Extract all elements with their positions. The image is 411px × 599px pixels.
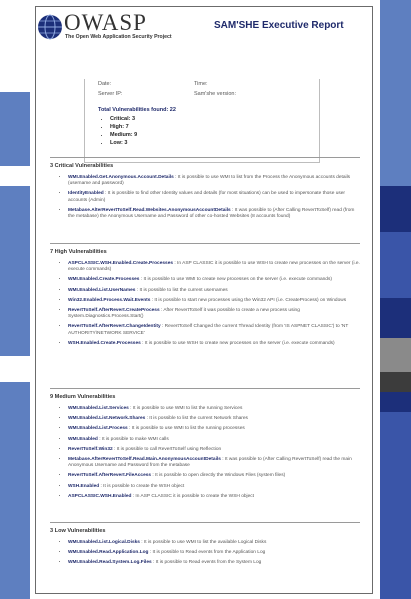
owasp-logo-text: OWASP <box>64 10 147 35</box>
count-low: • Low: 3 <box>110 139 176 147</box>
vulnerability-name: WMI.Enabled.List.Services <box>68 406 129 411</box>
vulnerability-list <box>50 406 362 500</box>
vulnerability-name: WMI.Enabled.Get.Anonymous.Account.Details <box>68 175 174 180</box>
vulnerability-name: WMI.Enabled <box>68 436 98 442</box>
vulnerability-description: : It is possible to create the WSH object <box>99 483 185 489</box>
vulnerability-name: WMI.Enabled.List.UserNames <box>68 287 136 293</box>
vulnerability-item <box>68 457 362 469</box>
vulnerability-list <box>50 175 362 220</box>
vulnerability-name: RevertToSelf.AfterRevert.CreateProcess <box>68 308 160 314</box>
report-title: SAM'SHE Executive Report <box>214 20 344 31</box>
report-page <box>30 0 380 599</box>
vulnerability-item <box>68 426 362 432</box>
vulnerability-name: IdentityEnabled <box>68 191 104 197</box>
count-medium: • Medium: 9 <box>110 131 176 139</box>
vulnerability-name: Win32.Enabled.Process.Wait.Events <box>68 297 151 303</box>
low-section <box>50 526 362 571</box>
vulnerability-name: Metabase.AlterRevertToSelf.Read.Websites.AnonymousAccountDetails <box>68 207 231 213</box>
vulnerability-name: WSH.Enabled <box>68 483 100 489</box>
high-section <box>50 247 362 351</box>
right-decorative-band <box>380 0 411 599</box>
vulnerability-description: : It is possible to make WMI calls <box>97 436 169 442</box>
vulnerability-item <box>68 550 362 556</box>
vulnerability-name: ASPCLASSIC.WSH.Enabled <box>68 493 132 499</box>
medium-section <box>50 392 362 504</box>
vulnerability-name: RevertToSelf.Win32 <box>68 446 113 452</box>
left-decorative-band <box>0 0 30 599</box>
vulnerability-item <box>68 437 362 443</box>
vulnerability-item <box>68 288 362 294</box>
report-header <box>36 7 372 49</box>
vulnerability-description: : It is possible to use WMI to list the running Services <box>128 406 243 411</box>
vulnerability-item <box>68 175 362 187</box>
vulnerability-description: : It is possible to use WMI to list from the Process the Anonymous accounts details (username and password) <box>68 175 351 187</box>
vulnerability-name: WMI.Enabled.Read.System.Log.Files <box>68 560 152 566</box>
vulnerability-description: : It is possible to open directly the Windows Files (system files) <box>151 473 286 479</box>
section-title: 3 Low Vulnerabilities <box>50 528 106 534</box>
vulnerability-name: WSH.Enabled.Create.Processes <box>68 340 141 346</box>
report-frame <box>35 6 373 594</box>
vulnerability-item <box>68 191 362 203</box>
owasp-tagline: The Open Web Application Security Project <box>65 34 172 40</box>
total-vulnerabilities: Total Vulnerabilities found: 22 <box>98 107 176 113</box>
section-title: 9 Medium Vulnerabilities <box>50 394 116 400</box>
vulnerability-name: RevertToSelf.AfterRevert.ChangeIdentity <box>68 324 161 330</box>
vulnerability-list <box>50 261 362 347</box>
vulnerability-description: : It is possible to use WMI to list the available Logical Disks <box>139 540 267 545</box>
vulnerability-description: : It was possible to (After Calling RevertToSelf) read the main Anonymous Username and Password from the metabase <box>68 457 352 469</box>
server-label: Server IP: <box>98 91 123 97</box>
vulnerability-description: : It is possible to list the current usernames <box>135 287 228 293</box>
vulnerability-item <box>68 473 362 479</box>
vulnerability-name: WMI.Enabled.List.Logical.Disks <box>68 540 140 545</box>
owasp-globe-icon <box>36 13 64 41</box>
vulnerability-item <box>68 560 362 566</box>
vulnerability-description: : It is possible to start new processes using the Win32 API (i.e. CreateProcess) on Windows <box>150 297 347 303</box>
date-label: Date: <box>98 81 112 87</box>
vulnerability-description: : It is possible to use WSH to create new processes on the server (i.e. execute commands) <box>140 340 335 346</box>
vulnerability-item <box>68 308 362 320</box>
vulnerability-description: : It is possible to use WMI to list the running processes <box>127 426 245 432</box>
vulnerability-name: WMI.Enabled.Create.Processes <box>68 277 140 283</box>
critical-section <box>50 161 362 224</box>
section-title: 7 High Vulnerabilities <box>50 249 107 255</box>
vulnerability-description: : It is possible to Read events from the System Log <box>151 560 262 566</box>
vulnerability-item <box>68 341 362 347</box>
vulnerability-name: ASPCLASSIC.WSH.Enabled.Create.Processes <box>68 261 174 266</box>
vulnerability-item <box>68 540 362 546</box>
divider <box>50 243 360 244</box>
vulnerability-item <box>68 447 362 453</box>
count-high: • High: 7 <box>110 123 176 131</box>
vulnerability-description: : In ASP CLASSIC it is possible to create the WSH object <box>131 493 254 499</box>
vulnerability-description: : It is possible to call RevertToSelf using Reflection <box>112 446 222 452</box>
divider <box>50 388 360 389</box>
vulnerability-item <box>68 484 362 490</box>
vulnerability-item <box>68 298 362 304</box>
vulnerability-description: : It is possible to list the current Network Shares <box>145 416 248 422</box>
vulnerability-name: RevertToSelf.AfterRevert.FileAccess <box>68 473 152 479</box>
severity-count-list <box>110 115 176 147</box>
section-title: 3 Critical Vulnerabilities <box>50 163 114 169</box>
vulnerability-description: : It is possible to use WMI to create new processes on the server (i.e. execute commands) <box>139 277 332 283</box>
vulnerability-name: WMI.Enabled.List.Network.Shares <box>68 416 146 422</box>
vulnerability-description: : It is possible to find other Identity values and details (for most situations) can be used to impersonate those user accounts (Admin) <box>68 191 346 203</box>
vulnerability-name: Metabase.AfterRevertToSelf.Read.Main.AnonymousAccountDetails <box>68 457 221 463</box>
vulnerability-description: : RevertToSelf Changed the current Thread Identity (from 'IS ASPNET CLASSIC') to 'NT AUTHORITY\NETWORK SERVICE' <box>68 324 349 336</box>
vulnerability-item <box>68 277 362 283</box>
time-label: Time: <box>194 81 208 87</box>
vulnerability-description: : It is possible to Read events from the Application Log <box>148 550 266 556</box>
vulnerability-item <box>68 208 362 220</box>
vulnerability-description: : It was possible to (After Calling RevertToSelf) read (from the metabase) the Anonymous Username and Password of other co-hosted Websites (8 accounts found) <box>68 207 355 220</box>
totals-block <box>98 107 176 147</box>
divider <box>50 157 360 158</box>
count-critical: • Critical: 3 <box>110 115 176 123</box>
vulnerability-name: WMI.Enabled.List.Process <box>68 426 128 432</box>
vulnerability-description: : In ASP CLASSIC it is possible to use WSH to create new processes on the server (i.e. execute commands) <box>68 261 360 273</box>
samshe-version-label: Sam'she version: <box>194 91 237 97</box>
vulnerability-item <box>68 416 362 422</box>
vulnerability-item <box>68 406 362 412</box>
vulnerability-item <box>68 494 362 500</box>
divider <box>50 522 360 523</box>
vulnerability-item <box>68 324 362 336</box>
vulnerability-list <box>50 540 362 567</box>
vulnerability-item <box>68 261 362 273</box>
vulnerability-name: WMI.Enabled.Read.Application.Log <box>68 550 149 556</box>
vulnerability-description: : After RevertToSelf it was possible to create a new process using System.Diagnostics.Process.Start() <box>68 308 300 320</box>
